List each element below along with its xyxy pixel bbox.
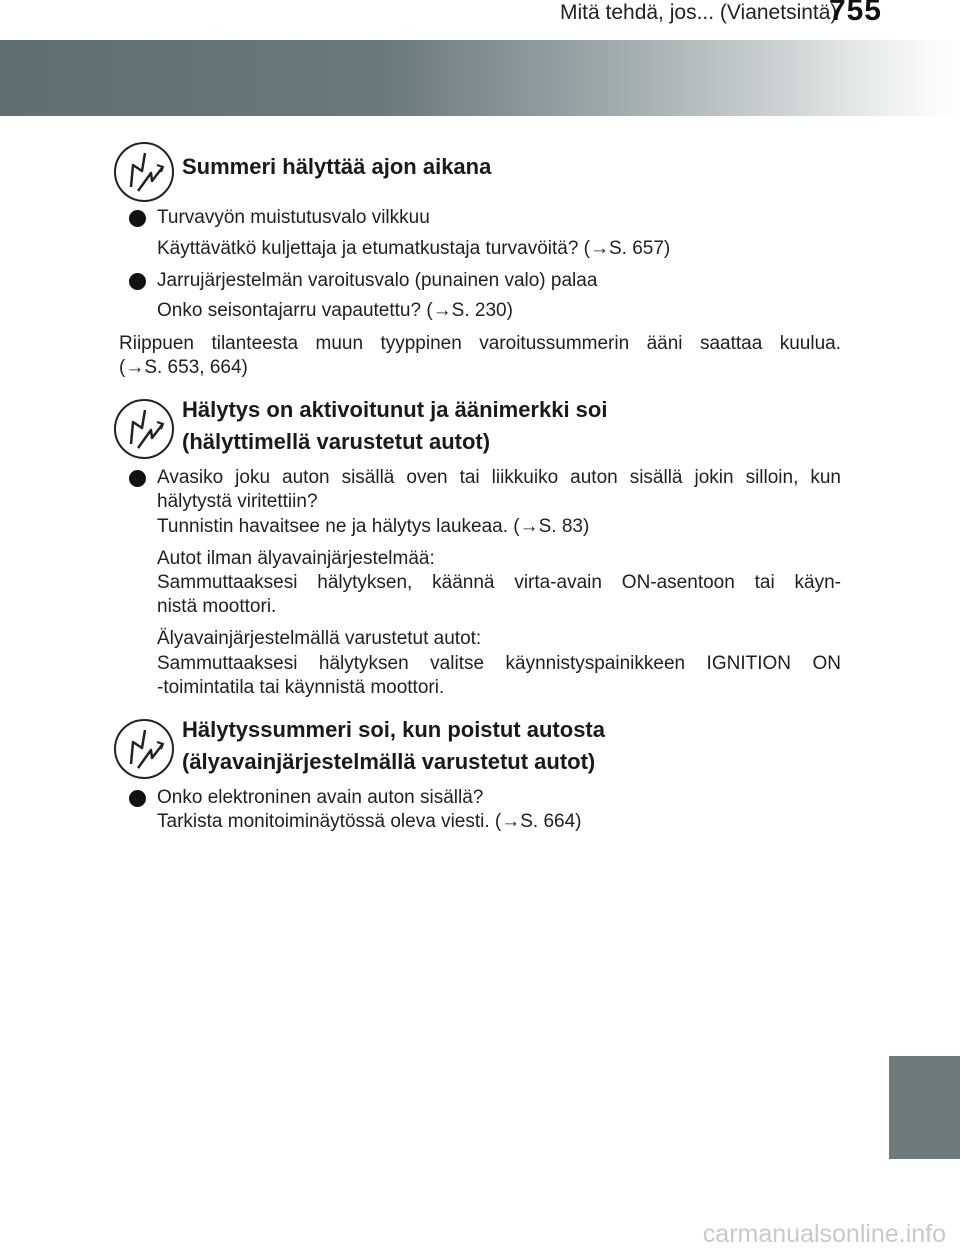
alarm-sound-icon (113, 398, 175, 460)
paragraph-text: nistä moottori. (157, 596, 277, 617)
bullet-text: Tarkista monitoiminäytössä oleva viesti. (→S. 664) (157, 811, 582, 832)
paragraph-text: Autot ilman älyavainjärjestelmää: (157, 548, 435, 569)
paragraph-text: Sammuttaaksesi hälytyksen, käännä virta-avain ON-asentoon tai käyn- (157, 572, 841, 593)
paragraph-text: Älyavainjärjestelmällä varustetut autot: (157, 628, 482, 649)
bullet-icon (129, 273, 146, 290)
bullet-heading: Turvavyön muistutusvalo vilkkuu (157, 207, 430, 228)
note-text: Riippuen tilanteesta muun tyyppinen varoitussummerin ääni saattaa kuulua. (119, 333, 841, 354)
section-title-buzzer-driving: Summeri hälyttää ajon aikana (182, 154, 492, 179)
bullet-text: Käyttävätkö kuljettaja ja etumatkustaja turvavöitä? (→S. 657) (157, 238, 671, 259)
note-text: (→S. 653, 664) (119, 357, 248, 378)
section-title-leaving-car: Hälytyssummeri soi, kun poistut autosta (182, 717, 605, 742)
alarm-sound-icon (113, 141, 175, 203)
bullet-text: Avasiko joku auton sisällä oven tai liikkuiko auton sisällä jokin silloin, kun (157, 467, 841, 488)
bullet-text: Tunnistin havaitsee ne ja hälytys laukeaa. (→S. 83) (157, 516, 590, 537)
bullet-icon (129, 790, 146, 807)
section-subtitle-alarm: (hälyttimellä varustetut autot) (182, 429, 491, 454)
page-number: 755 (828, 0, 882, 27)
bullet-text: Onko elektroninen avain auton sisällä? (157, 787, 484, 808)
chapter-side-tab (889, 1056, 960, 1159)
section-subtitle-leaving-car: (älyavainjärjestelmällä varustetut autot) (182, 749, 596, 774)
bullet-icon (129, 470, 146, 487)
paragraph-text: Sammuttaaksesi hälytyksen valitse käynnistyspainikkeen IGNITION ON (157, 653, 841, 674)
section-title-alarm: Hälytys on aktivoitunut ja äänimerkki soi (182, 397, 608, 422)
header-banner (0, 40, 960, 116)
chapter-title: Mitä tehdä, jos... (Vianetsintä) (560, 1, 838, 24)
bullet-text: Onko seisontajarru vapautettu? (→S. 230) (157, 300, 513, 321)
bullet-icon (129, 210, 146, 227)
watermark: carmanualsonline.info (702, 1220, 946, 1248)
paragraph-text: -toimintatila tai käynnistä moottori. (157, 677, 445, 698)
alarm-sound-icon (113, 718, 175, 780)
bullet-text: hälytystä viritettiin? (157, 491, 318, 512)
bullet-heading: Jarrujärjestelmän varoitusvalo (punainen valo) palaa (157, 270, 598, 291)
